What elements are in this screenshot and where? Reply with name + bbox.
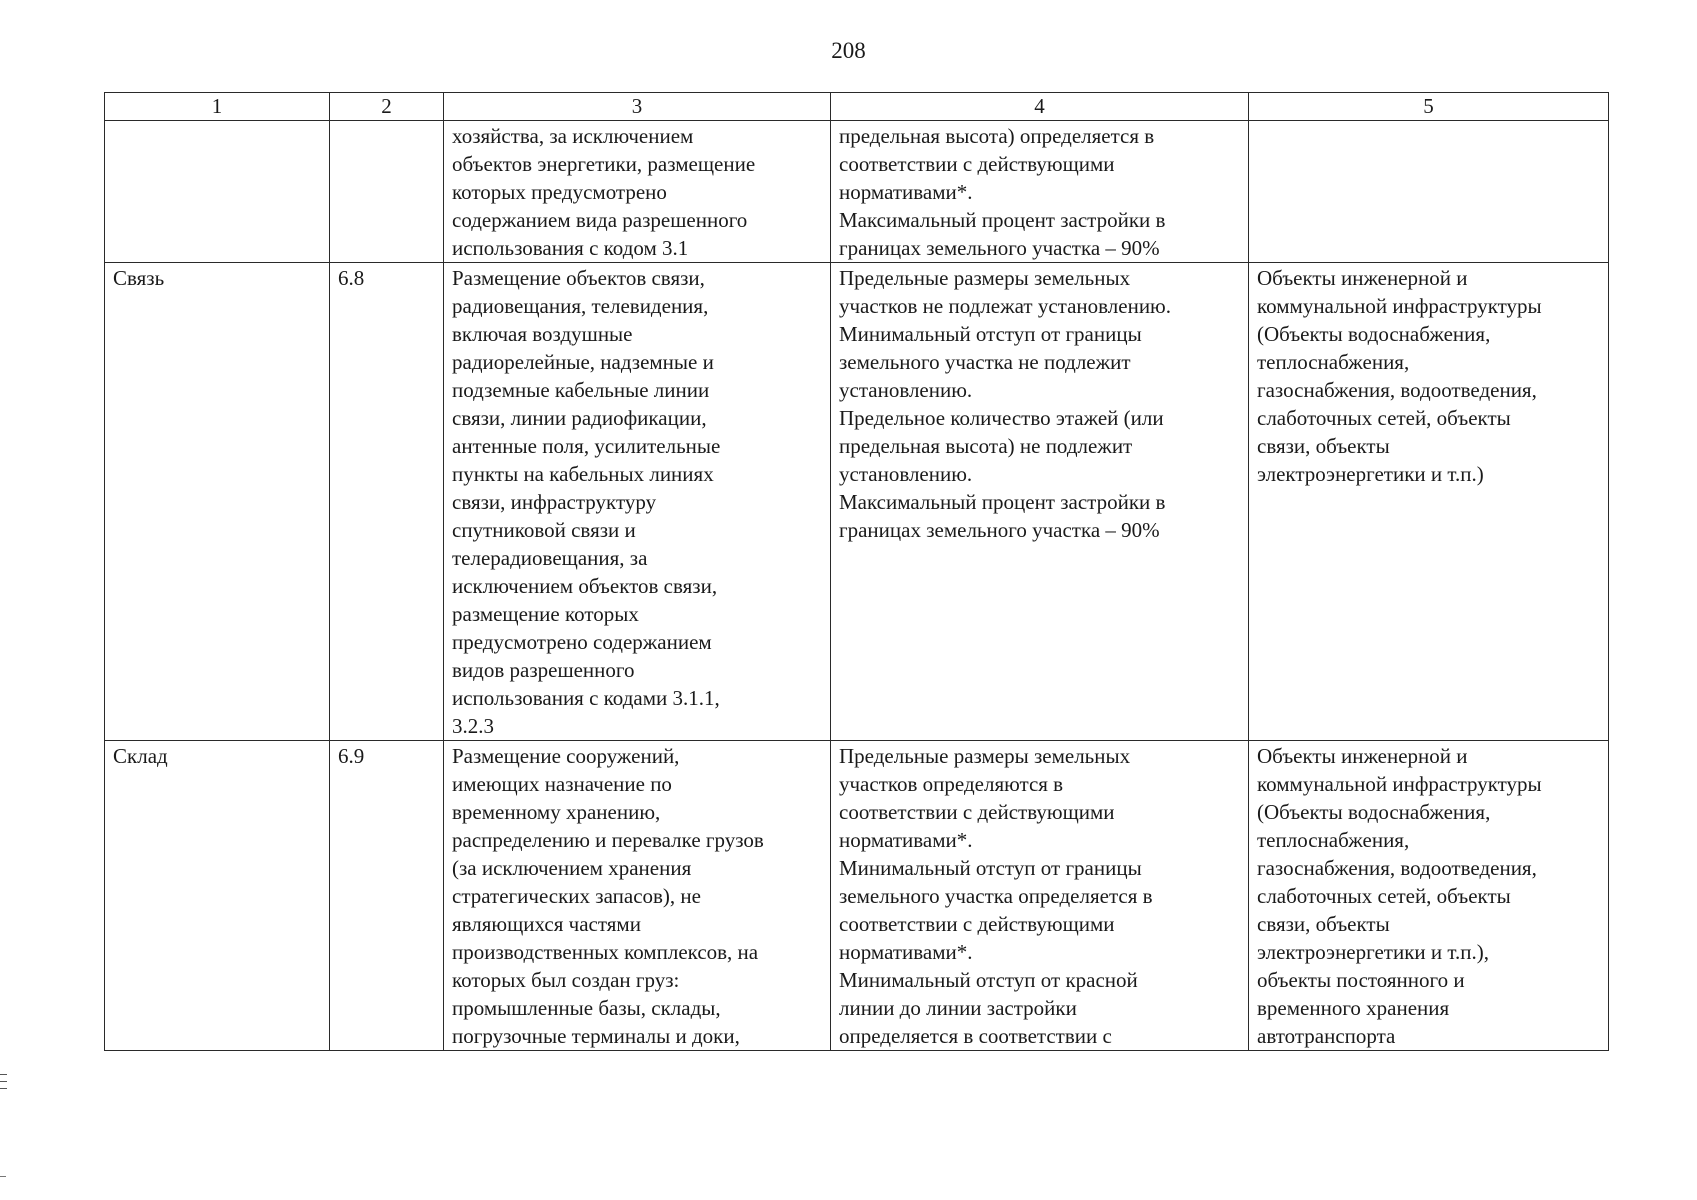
table-row [105,121,1609,263]
use-type-description: Размещение объектов связи, радиовещания, телевидения, включая воздушные радиорелейные, надземные и подземные кабельные линии связи, линии радиофикации, антенные поля, усилительные пункты на кабельных линиях связи, инфраструктуру спутниковой связи и телерадиовещания, за исключением объектов связи, размещение которых предусмотрено содержанием видов разрешенного использования с кодами 3.1.1, 3.2.3 [444,263,831,741]
auxiliary-uses [1249,121,1609,263]
use-type-name [105,121,330,263]
scan-margin-marks [0,1074,8,1095]
use-type-name: Связь [105,263,330,741]
use-type-description: хозяйства, за исключением объектов энергетики, размещение которых предусмотрено содержанием вида разрешенного использования с кодом 3.1 [444,121,831,263]
zoning-table [104,92,1609,1051]
table-row [105,263,1609,741]
use-type-code: 6.8 [330,263,444,741]
use-type-description: Размещение сооружений, имеющих назначение по временному хранению, распределению и перевалке грузов (за исключением хранения стратегических запасов), не являющихся частями производственных комплексов, на которых был создан груз: промышленные базы, склады, погрузочные терминалы и доки, [444,741,831,1051]
auxiliary-uses: Объекты инженерной и коммунальной инфраструктуры (Объекты водоснабжения, теплоснабжения, газоснабжения, водоотведения, слаботочных сетей, объекты связи, объекты электроэнергетики и т.п.) [1249,263,1609,741]
scan-margin-tick [0,1176,6,1177]
permitted-parameters: Предельные размеры земельных участков не подлежат установлению. Минимальный отступ от границы земельного участка не подлежит установлению. Предельное количество этажей (или предельная высота) не подлежит установлению. Максимальный процент застройки в границах земельного участка – 90% [831,263,1249,741]
table-row [105,741,1609,1051]
column-header: 3 [444,93,831,121]
column-header: 2 [330,93,444,121]
page-number: 208 [831,38,866,63]
table-header-row [105,93,1609,121]
auxiliary-uses: Объекты инженерной и коммунальной инфраструктуры (Объекты водоснабжения, теплоснабжения, газоснабжения, водоотведения, слаботочных сетей, объекты связи, объекты электроэнергетики и т.п.), объекты постоянного и временного хранения автотранспорта [1249,741,1609,1051]
use-type-code [330,121,444,263]
use-type-code: 6.9 [330,741,444,1051]
permitted-parameters: Предельные размеры земельных участков определяются в соответствии с действующими нормативами*. Минимальный отступ от границы земельного участка определяется в соответствии с действующими нормативами*. Минимальный отступ от красной линии до линии застройки определяется в соответствии с [831,741,1249,1051]
use-type-name: Склад [105,741,330,1051]
column-header: 5 [1249,93,1609,121]
column-header: 4 [831,93,1249,121]
column-header: 1 [105,93,330,121]
permitted-parameters: предельная высота) определяется в соответствии с действующими нормативами*. Максимальный процент застройки в границах земельного участка – 90% [831,121,1249,263]
